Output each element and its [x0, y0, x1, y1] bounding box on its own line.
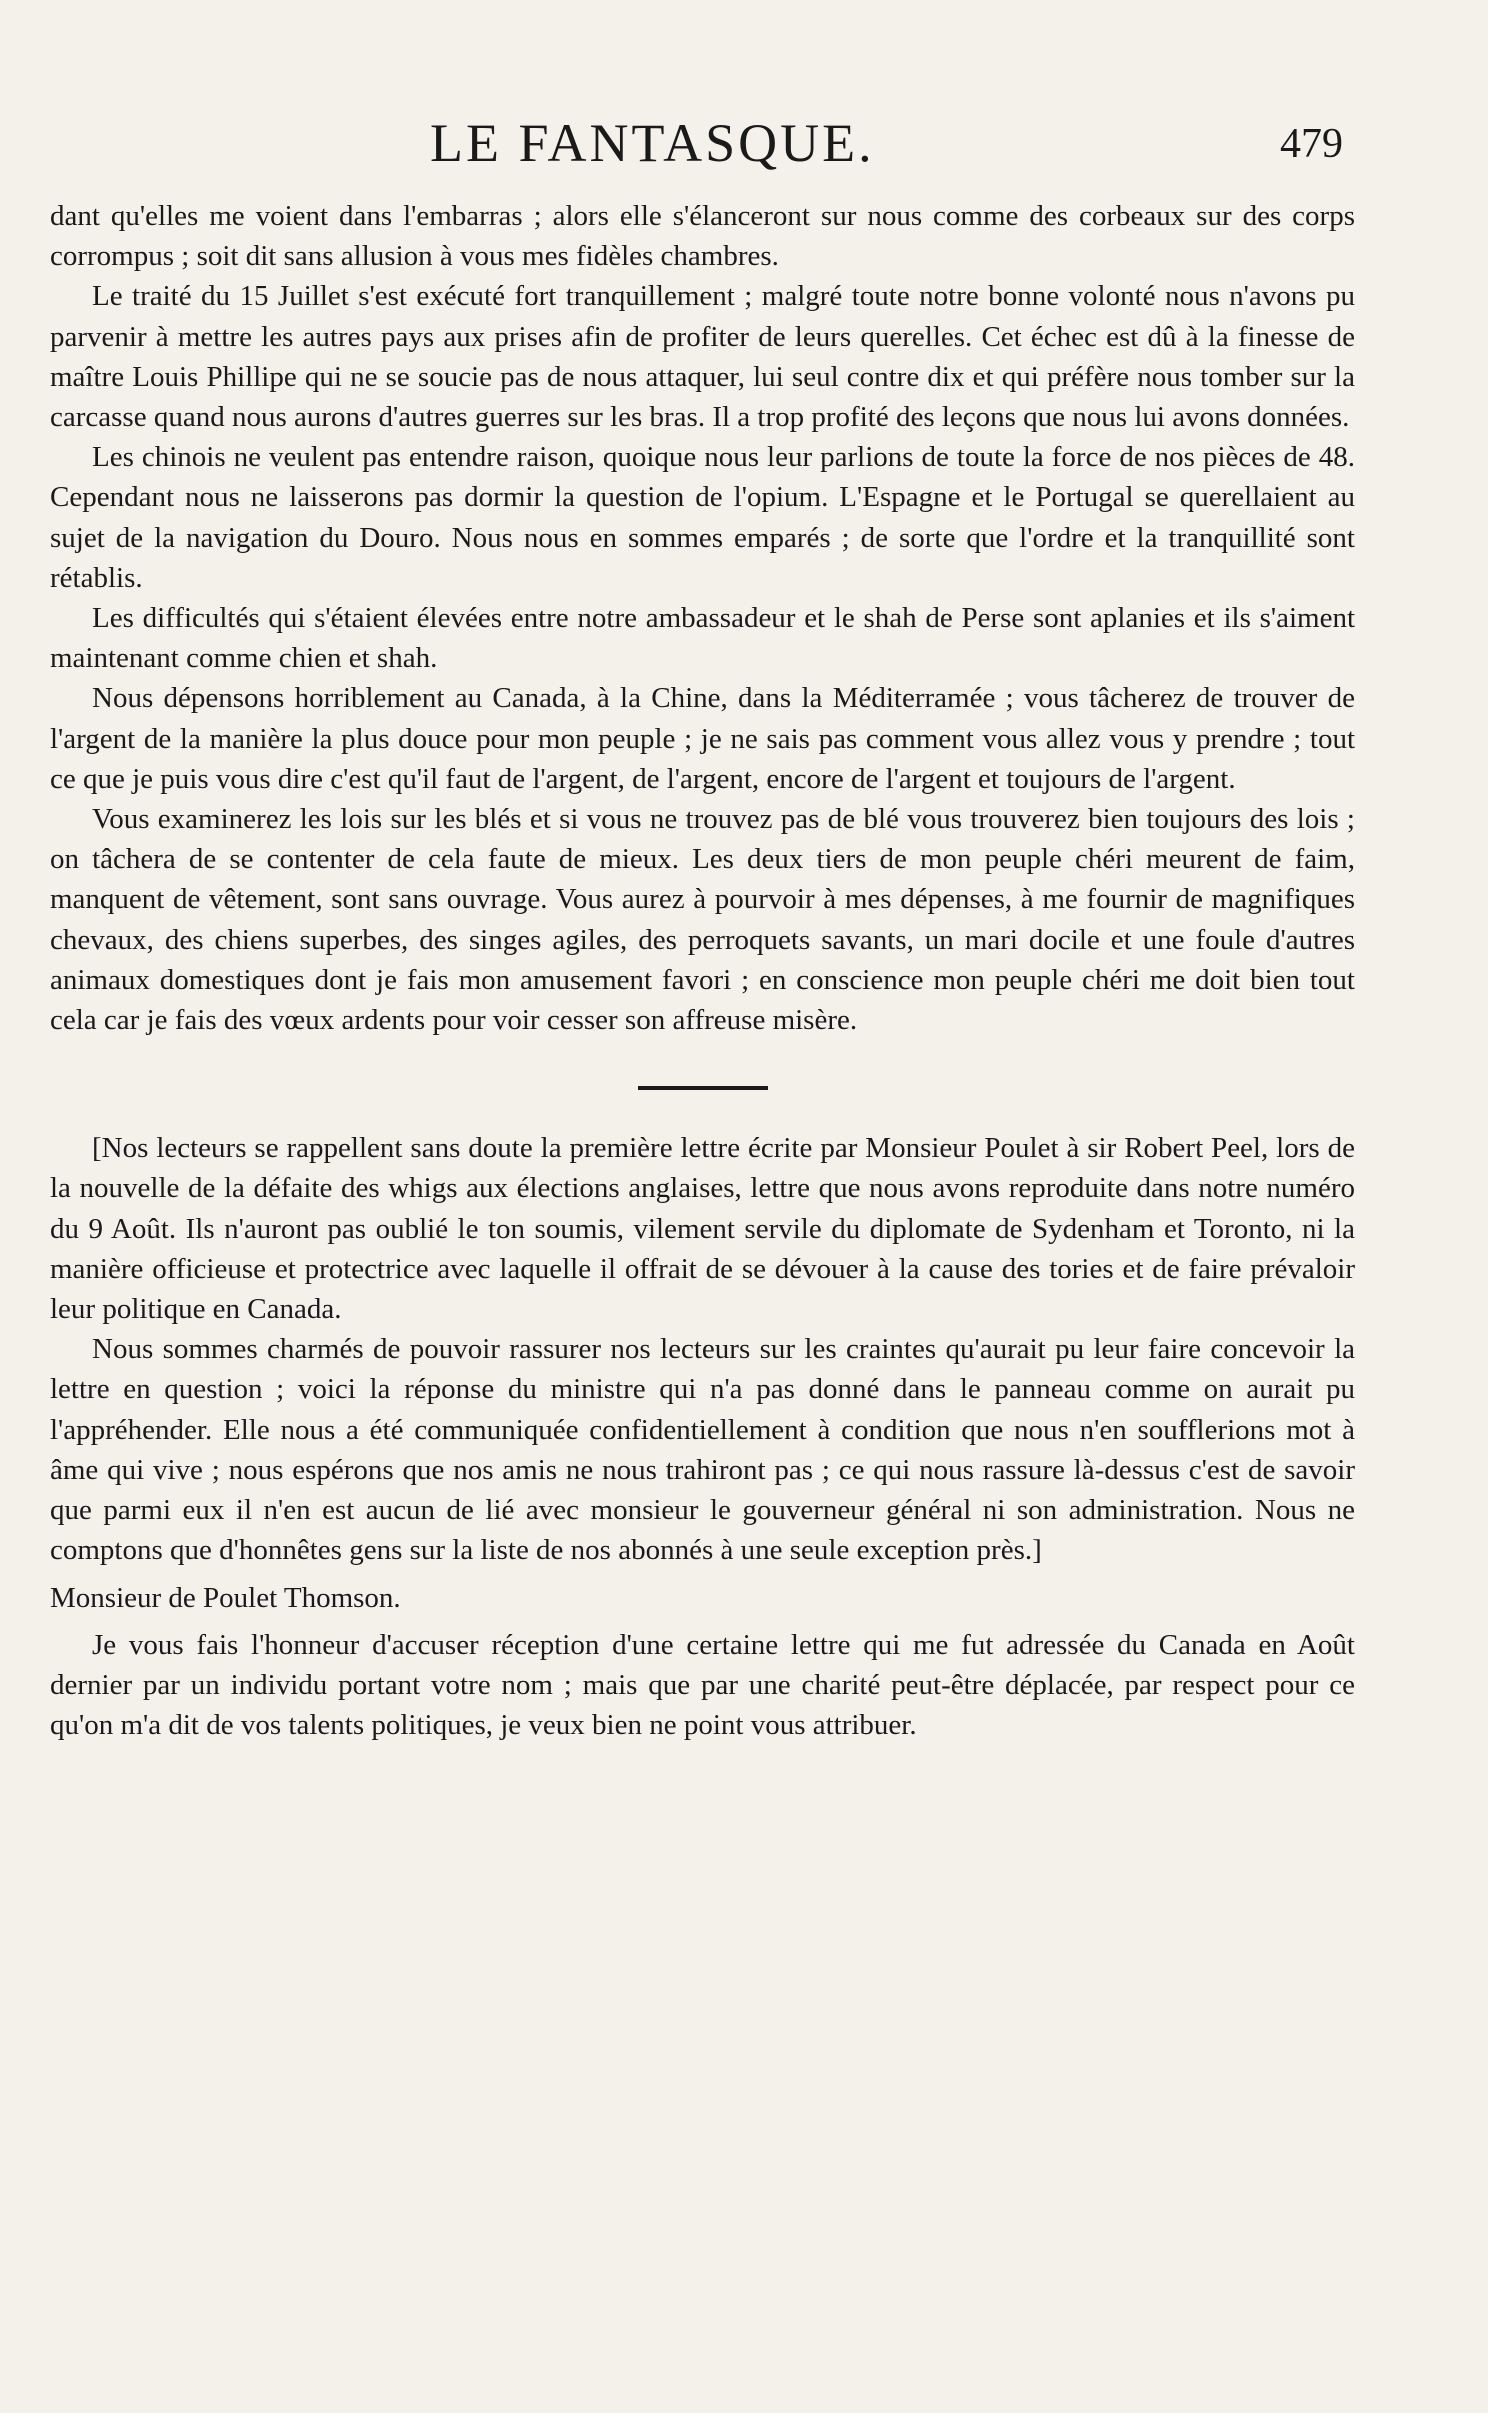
- running-title: LE FANTASQUE.: [430, 113, 875, 173]
- letter-paragraph: Je vous fais l'honneur d'accuser réception d'une certaine lettre qui me fut adressée du Canada en Août dernier par un individu portant votre nom ; mais que par une charité peut-être déplacée, par respect pour ce qu'on m'a dit de vos talents politiques, je veux bien ne point vous attribuer.: [50, 1628, 1355, 1742]
- page-body: [50, 196, 1355, 1745]
- paragraph: Vous examinerez les lois sur les blés et si vous ne trouvez pas de blé vous trouverez bien toujours des lois ; on tâchera de se contenter de cela faute de mieux. Les deux tiers de mon peuple chéri meurent de faim, manquent de vêtement, sont sans ouvrage. Vous aurez à pourvoir à mes dépenses, à me fournir de magnifiques chevaux, des chiens superbes, des singes agiles, des perroquets savants, un mari docile et une foule d'autres animaux domestiques dont je fais mon amusement favori ; en conscience mon peuple chéri me doit bien tout cela car je fais des vœux ardents pour voir cesser son affreuse misère.: [50, 803, 1355, 1037]
- paragraph: Les difficultés qui s'étaient élevées entre notre ambassadeur et le shah de Perse sont aplanies et ils s'aiment maintenant comme chien et shah.: [50, 602, 1355, 675]
- section-divider: [638, 1086, 768, 1090]
- page-number: 479: [1280, 121, 1343, 167]
- paragraph: dant qu'elles me voient dans l'embarras ; alors elle s'élanceront sur nous comme des corbeaux sur des corps corrompus ; soit dit sans allusion à vous mes fidèles chambres.: [50, 200, 1355, 273]
- paragraph: [Nos lecteurs se rappellent sans doute la première lettre écrite par Monsieur Poulet à sir Robert Peel, lors de la nouvelle de la défaite des whigs aux élections anglaises, lettre que nous avons reproduite dans notre numéro du 9 Août. Ils n'auront pas oublié le ton soumis, vilement servile du diplomate de Sydenham et Toronto, ni la manière officieuse et protectrice avec laquelle il offrait de se dévouer à la cause des tories et de faire prévaloir leur politique en Canada.: [50, 1132, 1355, 1326]
- page-header: [0, 108, 1488, 178]
- paragraph: Le traité du 15 Juillet s'est exécuté fort tranquillement ; malgré toute notre bonne volonté nous n'avons pu parvenir à mettre les autres pays aux prises afin de profiter de leurs querelles. Cet échec est dû à la finesse de maître Louis Phillipe qui ne se soucie pas de nous attaquer, lui seul contre dix et qui préfère nous tomber sur la carcasse quand nous aurons d'autres guerres sur les bras. Il a trop profité des leçons que nous lui avons données.: [50, 280, 1355, 434]
- editorial-note: [50, 1128, 1355, 1570]
- letter-salutation: Monsieur de Poulet Thomson.: [50, 1581, 401, 1614]
- paragraph: Nous dépensons horriblement au Canada, à la Chine, dans la Méditerramée ; vous tâcherez de trouver de l'argent de la manière la plus douce pour mon peuple ; je ne sais pas comment vous allez vous y prendre ; tout ce que je puis vous dire c'est qu'il faut de l'argent, de l'argent, encore de l'argent et toujours de l'argent.: [50, 682, 1355, 795]
- paragraph: Les chinois ne veulent pas entendre raison, quoique nous leur parlions de toute la force de nos pièces de 48. Cependant nous ne laisserons pas dormir la question de l'opium. L'Espagne et le Portugal se querellaient au sujet de la navigation du Douro. Nous nous en sommes emparés ; de sorte que l'ordre et la tranquillité sont rétablis.: [50, 441, 1355, 594]
- paragraph: Nous sommes charmés de pouvoir rassurer nos lecteurs sur les craintes qu'aurait pu leur faire concevoir la lettre en question ; voici la réponse du ministre qui n'a pas donné dans le panneau comme on aurait pu l'appréhender. Elle nous a été communiquée confidentiellement à condition que nous n'en soufflerions mot à âme qui vive ; nous espérons que nos amis ne nous trahiront pas ; ce qui nous rassure là-dessus c'est de savoir que parmi eux il n'en est aucun de lié avec monsieur le gouverneur général ni son administration. Nous ne comptons que d'honnêtes gens sur la liste de nos abonnés à une seule exception près.]: [50, 1333, 1355, 1567]
